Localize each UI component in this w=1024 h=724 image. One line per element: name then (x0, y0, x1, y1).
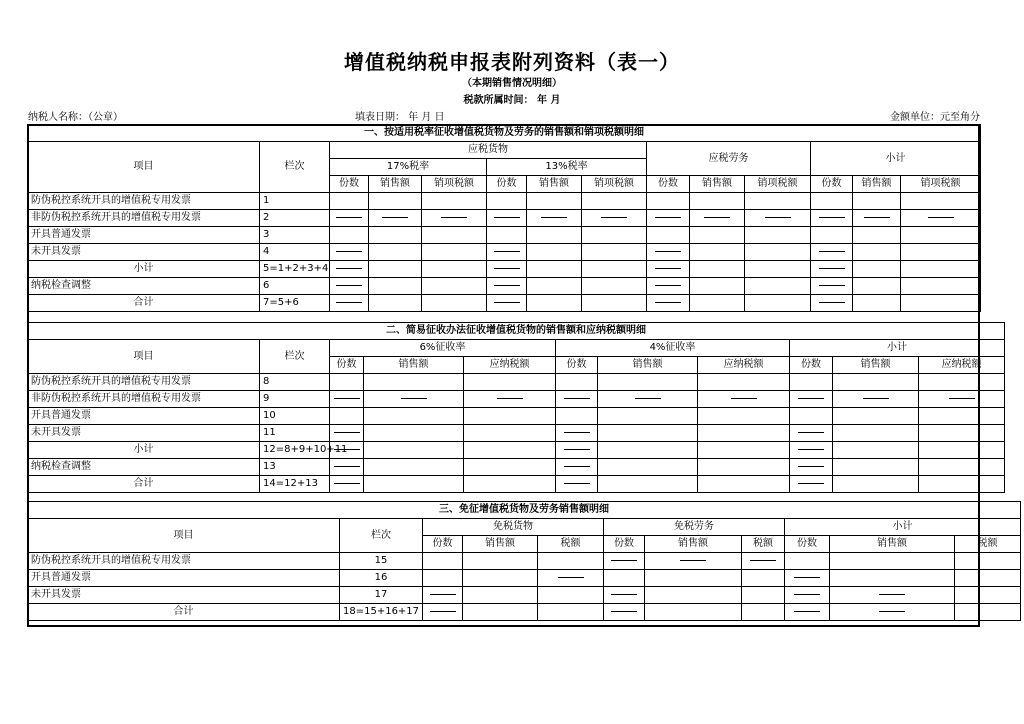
row-number: 12=8+9+10+11 (260, 442, 330, 459)
row-label: 开具普通发票 (28, 408, 260, 425)
data-cell (833, 459, 919, 476)
table-row (28, 604, 1021, 621)
data-cell (464, 425, 556, 442)
data-cell (582, 278, 647, 295)
row-number: 1 (260, 193, 330, 210)
dash-cell (369, 210, 422, 227)
section3-item-header: 项目 (28, 519, 340, 553)
data-cell (853, 193, 901, 210)
data-cell (853, 261, 901, 278)
data-cell (745, 244, 811, 261)
data-cell (742, 587, 785, 604)
row-number: 15 (340, 553, 423, 570)
data-cell (556, 408, 598, 425)
data-cell (598, 476, 698, 493)
sub-header: 销售额 (364, 357, 464, 374)
sub-header: 份数 (556, 357, 598, 374)
data-cell (538, 553, 604, 570)
dash-cell (556, 442, 598, 459)
data-cell (463, 604, 538, 621)
rate-6-header: 6%征收率 (330, 340, 556, 357)
data-cell (745, 193, 811, 210)
table-row (28, 278, 981, 295)
sub-header: 销项税额 (422, 176, 487, 193)
dash-cell (464, 391, 556, 408)
section2-title: 二、简易征收办法征收增值税货物的销售额和应纳税额明细 (28, 323, 1005, 340)
section1-item-header: 项目 (28, 142, 260, 193)
data-cell (919, 459, 1005, 476)
row-label: 防伪税控系统开具的增值税专用发票 (28, 553, 340, 570)
section1-subtotal-header: 小计 (811, 142, 981, 176)
dash-cell (527, 210, 582, 227)
data-cell (330, 374, 364, 391)
dash-cell (647, 278, 690, 295)
data-cell (364, 459, 464, 476)
data-cell (464, 408, 556, 425)
sub-header: 份数 (423, 536, 463, 553)
row-label: 开具普通发票 (28, 570, 340, 587)
dash-cell (647, 261, 690, 278)
row-number: 8 (260, 374, 330, 391)
row-label: 非防伪税控系统开具的增值税专用发票 (28, 210, 260, 227)
rate-4-header: 4%征收率 (556, 340, 790, 357)
row-number: 13 (260, 459, 330, 476)
dash-cell (556, 476, 598, 493)
dash-cell (785, 587, 830, 604)
data-cell (955, 587, 1021, 604)
row-label: 未开具发票 (28, 425, 260, 442)
data-cell (690, 261, 745, 278)
dash-cell (423, 587, 463, 604)
dash-cell (330, 391, 364, 408)
section2-subtotal-header: 小计 (790, 340, 1005, 357)
data-cell (745, 278, 811, 295)
data-cell (901, 278, 981, 295)
dash-cell (790, 442, 833, 459)
data-cell (833, 476, 919, 493)
row-number: 10 (260, 408, 330, 425)
data-cell (853, 227, 901, 244)
data-cell (364, 408, 464, 425)
data-cell (647, 227, 690, 244)
table-row (28, 425, 1005, 442)
data-cell (487, 193, 527, 210)
table-row (28, 295, 981, 312)
section1-col-header: 栏次 (260, 142, 330, 193)
row-number: 3 (260, 227, 330, 244)
dash-cell (598, 391, 698, 408)
data-cell (364, 476, 464, 493)
data-cell (901, 227, 981, 244)
dash-cell (604, 587, 645, 604)
dash-cell (556, 391, 598, 408)
row-label: 防伪税控系统开具的增值税专用发票 (28, 374, 260, 391)
table-row (28, 261, 981, 278)
data-cell (645, 570, 742, 587)
taxable-services-header: 应税劳务 (647, 142, 811, 176)
data-cell (330, 408, 364, 425)
amount-unit-label: 金额单位：元至角分 (890, 112, 980, 123)
data-cell (830, 570, 955, 587)
data-cell (833, 425, 919, 442)
row-label: 纳税检查调整 (28, 278, 260, 295)
dash-cell (538, 570, 604, 587)
data-cell (598, 425, 698, 442)
data-cell (645, 587, 742, 604)
row-label: 非防伪税控系统开具的增值税专用发票 (28, 391, 260, 408)
sub-header: 销售额 (853, 176, 901, 193)
row-number: 11 (260, 425, 330, 442)
dash-cell (690, 210, 745, 227)
row-number: 2 (260, 210, 330, 227)
exempt-goods-header: 免税货物 (423, 519, 604, 536)
row-number: 6 (260, 278, 330, 295)
dash-cell (556, 425, 598, 442)
sub-header: 份数 (785, 536, 830, 553)
data-cell (423, 553, 463, 570)
row-label: 合计 (28, 295, 260, 312)
data-cell (330, 227, 369, 244)
data-cell (369, 244, 422, 261)
data-cell (742, 604, 785, 621)
dash-cell (901, 210, 981, 227)
dash-cell (330, 425, 364, 442)
dash-cell (790, 391, 833, 408)
dash-cell (487, 244, 527, 261)
data-cell (423, 570, 463, 587)
sub-header: 销售额 (527, 176, 582, 193)
dash-cell (790, 425, 833, 442)
data-cell (464, 442, 556, 459)
sub-header: 销售额 (690, 176, 745, 193)
data-cell (901, 261, 981, 278)
dash-cell (330, 295, 369, 312)
dash-cell (811, 210, 853, 227)
data-cell (698, 425, 790, 442)
row-number: 7=5+6 (260, 295, 330, 312)
row-label: 未开具发票 (28, 244, 260, 261)
data-cell (527, 295, 582, 312)
dash-cell (487, 261, 527, 278)
data-cell (790, 374, 833, 391)
dash-cell (790, 459, 833, 476)
dash-cell (556, 459, 598, 476)
section2-table (27, 322, 1005, 493)
taxpayer-name-label: 纳税人名称：（公章） (28, 112, 123, 123)
data-cell (527, 278, 582, 295)
data-cell (422, 193, 487, 210)
dash-cell (785, 604, 830, 621)
sub-header: 份数 (647, 176, 690, 193)
section1-table (27, 124, 981, 312)
data-cell (364, 374, 464, 391)
data-cell (698, 374, 790, 391)
dash-cell (645, 553, 742, 570)
data-cell (527, 227, 582, 244)
taxable-goods-header: 应税货物 (330, 142, 647, 159)
dash-cell (330, 261, 369, 278)
sub-header: 销售额 (598, 357, 698, 374)
dash-cell (647, 210, 690, 227)
data-cell (487, 227, 527, 244)
data-cell (527, 261, 582, 278)
data-cell (690, 193, 745, 210)
data-cell (853, 244, 901, 261)
data-cell (369, 193, 422, 210)
row-label: 防伪税控系统开具的增值税专用发票 (28, 193, 260, 210)
data-cell (901, 244, 981, 261)
data-cell (853, 295, 901, 312)
data-cell (745, 261, 811, 278)
data-cell (369, 278, 422, 295)
data-cell (598, 374, 698, 391)
data-cell (330, 193, 369, 210)
dash-cell (647, 244, 690, 261)
data-cell (919, 425, 1005, 442)
tax-period: 税款所属时间： 年 月 (463, 95, 561, 106)
section1-title: 一、按适用税率征收增值税货物及劳务的销售额和销项税额明细 (28, 125, 981, 142)
dash-cell (745, 210, 811, 227)
table-row (28, 210, 981, 227)
table-row (28, 570, 1021, 587)
data-cell (463, 587, 538, 604)
data-cell (582, 244, 647, 261)
dash-cell (830, 587, 955, 604)
sub-header: 份数 (811, 176, 853, 193)
section3-table (27, 501, 1021, 621)
sub-header: 销售额 (463, 536, 538, 553)
data-cell (556, 374, 598, 391)
dash-cell (330, 210, 369, 227)
table-row (28, 227, 981, 244)
row-number: 14=12+13 (260, 476, 330, 493)
data-cell (811, 193, 853, 210)
dash-cell (487, 278, 527, 295)
dash-cell (604, 604, 645, 621)
table-row (28, 476, 1005, 493)
dash-cell (647, 295, 690, 312)
dash-cell (853, 210, 901, 227)
row-number: 18=15+16+17 (340, 604, 423, 621)
data-cell (833, 408, 919, 425)
row-label: 小计 (28, 442, 260, 459)
row-number: 16 (340, 570, 423, 587)
data-cell (745, 227, 811, 244)
table-row (28, 587, 1021, 604)
exempt-services-header: 免税劳务 (604, 519, 785, 536)
data-cell (698, 408, 790, 425)
row-label: 纳税检查调整 (28, 459, 260, 476)
data-cell (582, 261, 647, 278)
row-label: 未开具发票 (28, 587, 340, 604)
dash-cell (423, 604, 463, 621)
data-cell (833, 374, 919, 391)
dash-cell (811, 295, 853, 312)
data-cell (598, 442, 698, 459)
sub-header: 份数 (487, 176, 527, 193)
dash-cell (487, 210, 527, 227)
data-cell (464, 459, 556, 476)
sub-header: 份数 (604, 536, 645, 553)
row-number: 17 (340, 587, 423, 604)
dash-cell (422, 210, 487, 227)
data-cell (698, 442, 790, 459)
data-cell (919, 374, 1005, 391)
data-cell (785, 553, 830, 570)
row-label: 小计 (28, 261, 260, 278)
table-row (28, 244, 981, 261)
sub-header: 税额 (538, 536, 604, 553)
data-cell (811, 227, 853, 244)
data-cell (690, 278, 745, 295)
form-title: 增值税纳税申报表附列资料（表一） (344, 50, 680, 74)
data-cell (527, 193, 582, 210)
sub-header: 税额 (955, 536, 1021, 553)
section3-col-header: 栏次 (340, 519, 423, 553)
data-cell (582, 295, 647, 312)
data-cell (604, 570, 645, 587)
data-cell (527, 244, 582, 261)
sub-header: 份数 (330, 357, 364, 374)
data-cell (369, 261, 422, 278)
sub-header: 销项税额 (901, 176, 981, 193)
sub-header: 份数 (790, 357, 833, 374)
dash-cell (811, 278, 853, 295)
data-cell (422, 278, 487, 295)
rate-17-header: 17%税率 (330, 159, 487, 176)
dash-cell (330, 278, 369, 295)
data-cell (690, 295, 745, 312)
data-cell (369, 227, 422, 244)
sub-header: 份数 (330, 176, 369, 193)
data-cell (464, 374, 556, 391)
section3-title: 三、免征增值税货物及劳务销售额明细 (28, 502, 1021, 519)
data-cell (369, 295, 422, 312)
data-cell (955, 553, 1021, 570)
data-cell (698, 476, 790, 493)
sub-header: 销售额 (833, 357, 919, 374)
dash-cell (364, 391, 464, 408)
data-cell (364, 425, 464, 442)
row-label: 开具普通发票 (28, 227, 260, 244)
dash-cell (811, 244, 853, 261)
sub-header: 应纳税额 (919, 357, 1005, 374)
sub-header: 销项税额 (582, 176, 647, 193)
data-cell (598, 408, 698, 425)
data-cell (919, 408, 1005, 425)
data-cell (830, 553, 955, 570)
dash-cell (330, 459, 364, 476)
data-cell (364, 442, 464, 459)
data-cell (463, 570, 538, 587)
row-label: 合计 (28, 476, 260, 493)
sub-header: 销项税额 (745, 176, 811, 193)
data-cell (853, 278, 901, 295)
data-cell (955, 570, 1021, 587)
section2-item-header: 项目 (28, 340, 260, 374)
data-cell (647, 193, 690, 210)
dash-cell (785, 570, 830, 587)
row-number: 4 (260, 244, 330, 261)
section2-col-header: 栏次 (260, 340, 330, 374)
rate-13-header: 13%税率 (487, 159, 647, 176)
sub-header: 销售额 (369, 176, 422, 193)
data-cell (582, 227, 647, 244)
dash-cell (698, 391, 790, 408)
data-cell (464, 476, 556, 493)
data-cell (422, 261, 487, 278)
data-cell (463, 553, 538, 570)
data-cell (690, 227, 745, 244)
table-row (28, 391, 1005, 408)
data-cell (698, 459, 790, 476)
dash-cell (742, 553, 785, 570)
sub-header: 销售额 (830, 536, 955, 553)
dash-cell (330, 476, 364, 493)
dash-cell (487, 295, 527, 312)
table-row (28, 193, 981, 210)
table-row (28, 374, 1005, 391)
sub-header: 应纳税额 (464, 357, 556, 374)
data-cell (833, 442, 919, 459)
data-cell (919, 442, 1005, 459)
row-label: 合计 (28, 604, 340, 621)
form-subtitle: （本期销售情况明细） (462, 78, 562, 89)
data-cell (742, 570, 785, 587)
data-cell (745, 295, 811, 312)
data-cell (955, 604, 1021, 621)
sub-header: 销售额 (645, 536, 742, 553)
fill-date-label: 填表日期： 年 月 日 (355, 112, 445, 123)
data-cell (598, 459, 698, 476)
row-number: 5=1+2+3+4 (260, 261, 330, 278)
data-cell (422, 244, 487, 261)
sub-header: 应纳税额 (698, 357, 790, 374)
dash-cell (604, 553, 645, 570)
data-cell (538, 604, 604, 621)
dash-cell (919, 391, 1005, 408)
table-row (28, 459, 1005, 476)
data-cell (538, 587, 604, 604)
dash-cell (830, 604, 955, 621)
data-cell (901, 193, 981, 210)
data-cell (422, 227, 487, 244)
dash-cell (330, 442, 364, 459)
data-cell (645, 604, 742, 621)
dash-cell (330, 244, 369, 261)
sub-header: 税额 (742, 536, 785, 553)
row-number: 9 (260, 391, 330, 408)
data-cell (422, 295, 487, 312)
data-cell (919, 476, 1005, 493)
table-row (28, 408, 1005, 425)
data-cell (790, 408, 833, 425)
dash-cell (833, 391, 919, 408)
dash-cell (790, 476, 833, 493)
dash-cell (811, 261, 853, 278)
data-cell (690, 244, 745, 261)
table-row (28, 442, 1005, 459)
data-cell (582, 193, 647, 210)
dash-cell (582, 210, 647, 227)
table-row (28, 553, 1021, 570)
section3-subtotal-header: 小计 (785, 519, 1021, 536)
data-cell (901, 295, 981, 312)
